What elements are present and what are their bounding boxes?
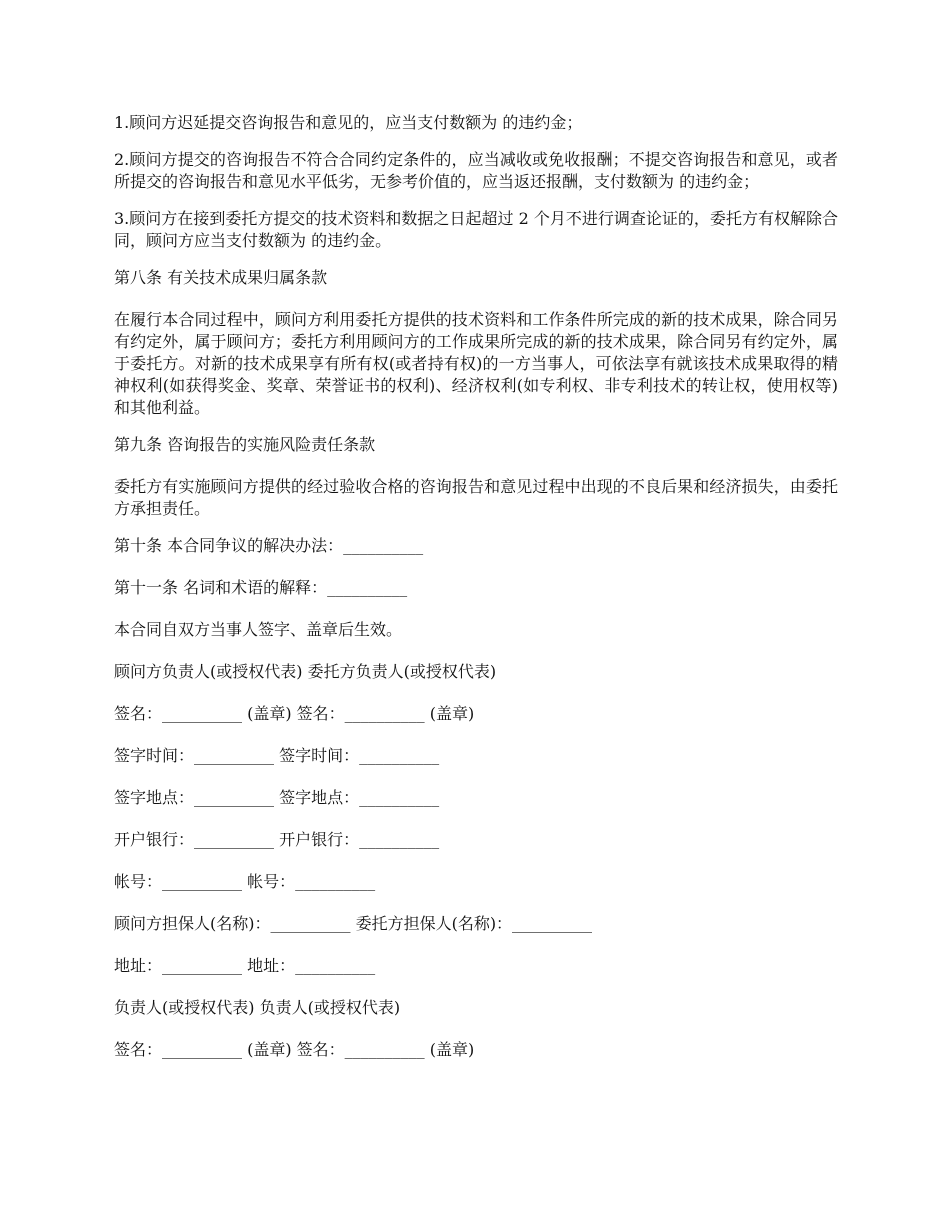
signing-place-line: 签字地点：__________ 签字地点：__________ bbox=[114, 788, 440, 807]
signature-line: 签名：__________ (盖章) 签名：__________ (盖章) bbox=[114, 704, 475, 723]
account-line: 帐号：__________ 帐号：__________ bbox=[114, 872, 376, 891]
address-line: 地址：__________ 地址：__________ bbox=[114, 956, 376, 975]
guarantor-line: 顾问方担保人(名称)：__________ 委托方担保人(名称)：__________ bbox=[114, 914, 593, 933]
guarantor-signature-line: 签名：__________ (盖章) 签名：__________ (盖章) bbox=[114, 1040, 475, 1059]
clause-8-heading: 第八条 有关技术成果归属条款 bbox=[114, 268, 328, 287]
clause-9-heading: 第九条 咨询报告的实施风险责任条款 bbox=[114, 435, 376, 454]
guarantor-representative-heading: 负责人(或授权代表) 负责人(或授权代表) bbox=[114, 998, 401, 1017]
clause-9-body: 委托方有实施顾问方提供的经过验收合格的咨询报告和意见过程中出现的不良后果和经济损失，由委托方承担责任。 bbox=[114, 477, 838, 518]
bank-line: 开户银行：__________ 开户银行：__________ bbox=[114, 830, 440, 849]
clause-7-item-2: 2.顾问方提交的咨询报告不符合合同约定条件的，应当减收或免收报酬；不提交咨询报告和意见，或者所提交的咨询报告和意见水平低劣，无参考价值的，应当返还报酬，支付数额为 的违约金； bbox=[114, 150, 838, 191]
clause-8-body: 在履行本合同过程中，顾问方利用委托方提供的技术资料和工作条件所完成的新的技术成果，除合同另有约定外，属于顾问方；委托方利用顾问方的工作成果所完成的新的技术成果，除合同另有约定外，属于委托方。对新的技术成果享有所有权(或者持有权)的一方当事人，可依法享有就该技术成果取得的精神权利(如获得奖金、奖章、荣誉证书的权利)、经济权利(如专利权、非专利技术的转让权，使用权等)和其他利益。 bbox=[114, 310, 838, 417]
document-body bbox=[114, 112, 838, 1081]
effective-statement: 本合同自双方当事人签字、盖章后生效。 bbox=[114, 620, 403, 639]
clause-7-item-1: 1.顾问方迟延提交咨询报告和意见的，应当支付数额为 的违约金； bbox=[114, 113, 583, 132]
signing-date-line: 签字时间：__________ 签字时间：__________ bbox=[114, 746, 440, 765]
clause-10-dispute-resolution: 第十条 本合同争议的解决办法：__________ bbox=[114, 536, 424, 555]
clause-11-terms-definition: 第十一条 名词和术语的解释：__________ bbox=[114, 578, 408, 597]
signatory-heading: 顾问方负责人(或授权代表) 委托方负责人(或授权代表) bbox=[114, 662, 497, 681]
clause-7-item-3: 3.顾问方在接到委托方提交的技术资料和数据之日起超过 2 个月不进行调查论证的，委托方有权解除合同，顾问方应当支付数额为 的违约金。 bbox=[114, 209, 838, 250]
